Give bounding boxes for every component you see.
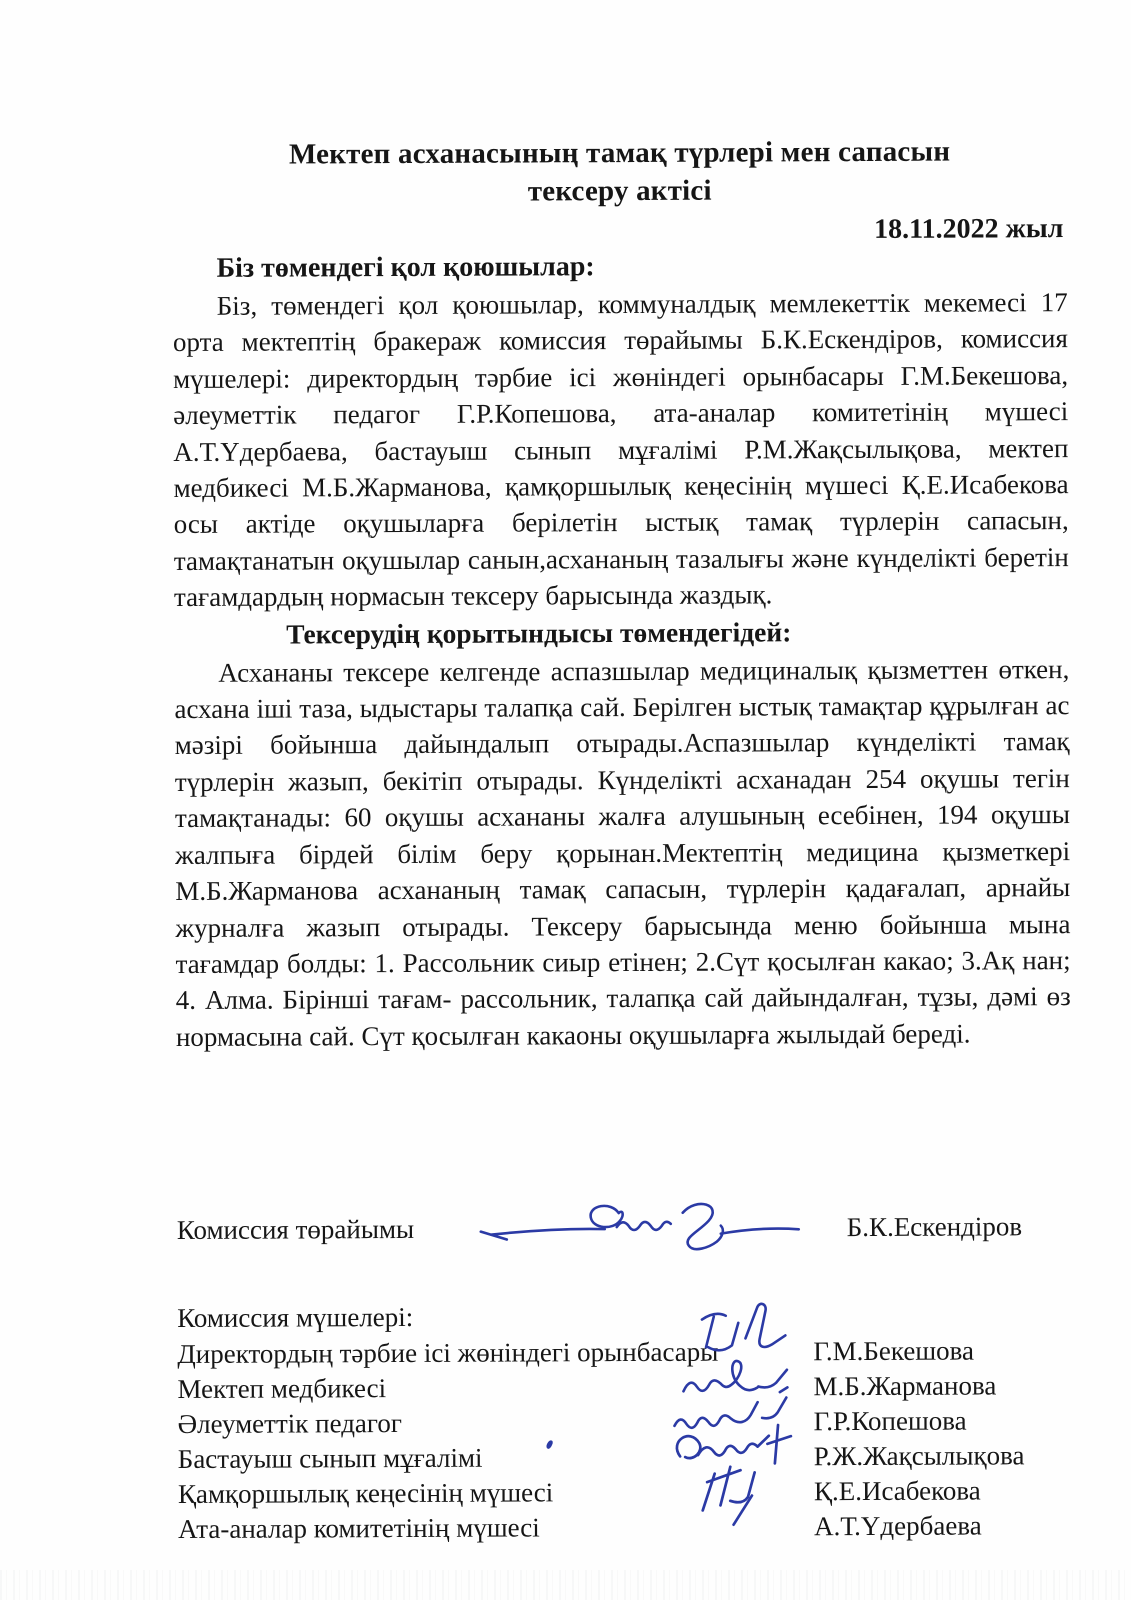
member-name: М.Б.Жарманова — [813, 1370, 997, 1402]
member-name: Г.М.Бекешова — [813, 1335, 975, 1367]
document-content — [172, 132, 1073, 1547]
member-name: А.Т.Үдербаева — [814, 1510, 982, 1542]
member-row — [177, 1368, 1072, 1407]
document-title-line2: тексеру актісі — [527, 174, 712, 208]
signatories-heading: Біз төмендегі қол қоюшылар: — [216, 251, 595, 284]
member-row — [178, 1508, 1073, 1547]
member-role: Әлеуметтік педагог — [177, 1408, 402, 1440]
conclusion-heading: Тексерудің қорытындысы төмендегідей: — [286, 615, 792, 650]
member-row — [178, 1403, 1073, 1442]
member-role: Директордың тәрбие ісі жөніндегі орынбасары — [177, 1336, 719, 1370]
member-row — [178, 1473, 1073, 1512]
member-name: Р.Ж.Жақсылықова — [813, 1440, 1025, 1472]
member-role: Ата-аналар комитетінің мүшесі — [178, 1512, 540, 1545]
member-role: Қамқоршылық кеңесінің мүшесі — [177, 1477, 554, 1510]
document-title — [172, 132, 1067, 212]
member-name: Г.Р.Копешова — [813, 1405, 967, 1437]
paragraph-conclusion: Асхананы тексере келгенде аспазшылар медициналық қызметтен өткен, асхана іші таза, ыдыстары талапқа сай. Берілген ыстық тамақтар құрылған ас мәзірі бойынша дайындалып отырады.Аспазшылар күнделікті тамақ түрлерін жазып, бекітіп отырады. Күнделікті асханадан 254 оқушы тегін тамақтанады: 60 оқушы асхананы жалға алушының есебінен, 194 оқушы жалпыға бірдей білім беру қорынан.Мектептің медицина қызметкері М.Б.Жарманова асхананың тамақ сапасын, түрлерін қадағалап, арнайы журналға жазып отырады. Тексеру барысында меню бойынша мына тағамдар болды: 1. Рассольник сиыр етінен; 2.Сүт қосылған какао; 3.Ақ нан; 4. Алма. Бірінші тағам- рассольник, талапқа сай дайындалған, тұзы, дәмі өз нормасына сай. Сүт қосылған какаоны оқушыларға жылыдай береді. — [174, 653, 1071, 1052]
member-role: Бастауыш сынып мұғалімі — [177, 1442, 483, 1475]
chairman-name: Б.К.Ескендіров — [846, 1211, 1023, 1243]
chairman-signature-ink — [477, 1196, 847, 1265]
document-title-line1: Мектеп асханасының тамақ түрлері мен сапасын — [288, 135, 951, 171]
scan-edge-artifact — [0, 1570, 1131, 1600]
members-block — [177, 1297, 1073, 1547]
signature-section — [177, 1193, 1074, 1547]
members-heading: Комиссия мүшелері: — [177, 1302, 414, 1334]
member-role: Мектеп медбикесі — [177, 1373, 387, 1405]
document-date: 18.11.2022 жыл — [874, 213, 1064, 245]
paragraph-introduction: Біз, төмендегі қол қоюшылар, коммуналдық мемлекеттік мекемесі 17 орта мектептің бракераж комиссия төрайымы Б.К.Ескендіров, комиссия мүшелері: директордың тәрбие ісі жөніндегі орынбасары Г.М.Бекешова, әлеуметтік педагог Г.Р.Копешова, ата-аналар комитетінің мүшесі А.Т.Үдербаева, бастауыш сынып мұғалімі Р.М.Жақсылықова, мектеп медбикесі М.Б.Жарманова, қамқоршылық кеңесінің мүшесі Қ.Е.Исабекова осы актіде оқушыларға берілетін ыстық тамақ түрлерін сапасын, тамақтанатын оқушылар санын,асхананың тазалығы және күнделікті беретін тағамдардың нормасын тексеру барысында жаздық. — [172, 287, 1069, 613]
member-name: Қ.Е.Исабекова — [813, 1475, 981, 1507]
chairman-signature-row — [177, 1193, 1072, 1259]
chairman-label: Комиссия төрайымы — [176, 1214, 415, 1246]
member-row — [178, 1438, 1073, 1477]
member-row — [177, 1333, 1072, 1372]
